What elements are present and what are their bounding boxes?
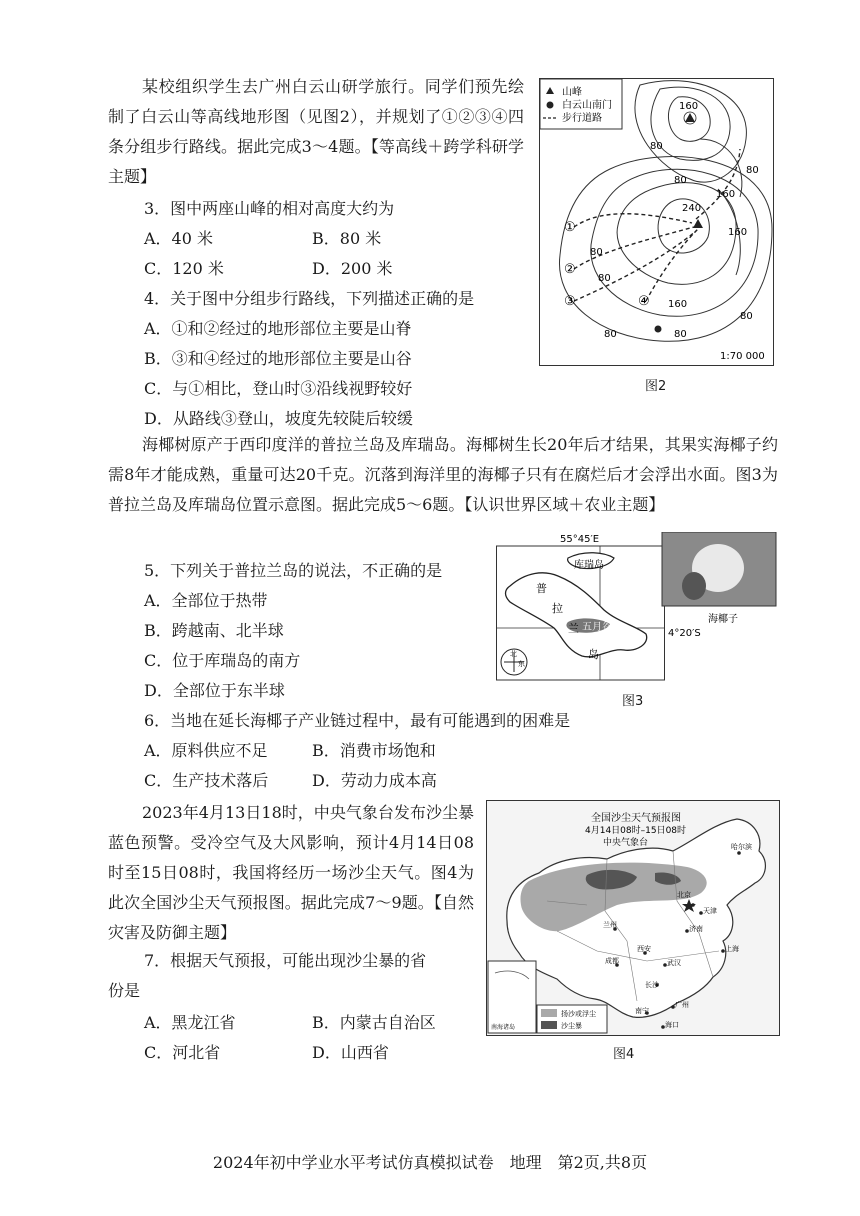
figure-4-caption: 图4 — [613, 1047, 635, 1062]
contour-label: 80 — [604, 329, 617, 340]
island-map-svg — [496, 532, 778, 682]
figure-3-caption: 图3 — [622, 694, 644, 709]
q6-option-a: A．原料供应不足 — [144, 741, 268, 760]
south-gate-icon — [655, 326, 662, 333]
curieuse-label: 库瑞岛 — [574, 560, 604, 571]
praslin-label-3: 兰 — [568, 622, 579, 635]
north-peak-icon — [685, 113, 695, 122]
contour-label: 240 — [682, 203, 702, 214]
route-4-marker: ④ — [638, 294, 650, 309]
q5-stem: 5．下列关于普拉兰岛的说法，不正确的是 — [144, 561, 443, 580]
contour-label: 160 — [679, 101, 699, 112]
q6-option-d: D．劳动力成本高 — [312, 771, 437, 790]
q4-stem: 4．关于图中分组步行路线，下列描述正确的是 — [144, 289, 475, 308]
contour-label: 80 — [746, 165, 759, 176]
q7-stem-line-2: 份是 — [108, 981, 141, 1000]
q3-option-a: A．40 米 — [144, 229, 214, 248]
q7-option-a: A．黑龙江省 — [144, 1013, 236, 1032]
contour-label: 160 — [728, 227, 748, 238]
route-4-trail — [646, 229, 698, 301]
city-label: 南宁 — [635, 1007, 649, 1015]
legend-trail: 步行道路 — [562, 113, 602, 124]
city-label: 海口 — [665, 1021, 679, 1029]
contour-label: 160 — [716, 189, 736, 200]
route-2-marker: ② — [564, 262, 576, 277]
q5-option-a: A．全部位于热带 — [144, 591, 268, 610]
q6-option-c: C．生产技术落后 — [144, 771, 269, 790]
q7-option-d: D．山西省 — [312, 1043, 389, 1062]
city-label: 广州 — [675, 1001, 689, 1009]
contour-label: 80 — [598, 273, 611, 284]
city-label: 长沙 — [645, 981, 659, 989]
q7-option-b: B．内蒙古自治区 — [312, 1013, 436, 1032]
intro-paragraph-3: 2023年4月13日18时，中央气象台发布沙尘暴蓝色预警。受冷空气及大风影响，预计4月14日08时至15日08时，我国将经历一场沙尘天气。图4为此次全国沙尘天气预报图。据此完成7～9题。【自然灾害及防御主题】 — [108, 803, 474, 942]
compass-east: 东 — [518, 660, 525, 668]
legend-swatch-sandstorm — [541, 1021, 557, 1029]
city-label: 北京 — [677, 891, 691, 899]
praslin-label-1: 普 — [536, 582, 547, 595]
q7-stem-line-1: 7．根据天气预报，可能出现沙尘暴的省 — [144, 951, 427, 970]
photo-label: 海椰子 — [708, 614, 738, 625]
figure-4-dust-map — [486, 800, 780, 1036]
dust-map-svg — [487, 801, 779, 1035]
city-label: 西安 — [637, 945, 651, 953]
q4-option-a: A．①和②经过的地形部位主要是山脊 — [144, 319, 412, 338]
praslin-label-4: 岛 — [588, 648, 599, 661]
legend-swatch-dust — [541, 1009, 557, 1017]
q5-option-d: D．全部位于东半球 — [144, 681, 285, 700]
q6-option-b: B．消费市场饱和 — [312, 741, 436, 760]
contour-label: 80 — [740, 311, 753, 322]
figure-2-caption: 图2 — [645, 379, 667, 394]
contour-label: 80 — [590, 247, 603, 258]
q3-stem: 3．图中两座山峰的相对高度大约为 — [144, 199, 395, 218]
inset-label: 南海诸岛 — [491, 1024, 516, 1031]
dust-map-issuer: 中央气象台 — [603, 838, 649, 848]
dust-map-title: 全国沙尘天气预报图 — [591, 813, 681, 824]
figure-3-island-map — [496, 532, 778, 682]
q7-option-c: C．河北省 — [144, 1043, 221, 1062]
city-label: 成都 — [605, 957, 619, 965]
legend-dust-label: 扬沙或浮尘 — [561, 1010, 596, 1018]
figure-2-contour-map — [539, 78, 774, 366]
contour-label: 160 — [668, 299, 688, 310]
city-label: 兰州 — [603, 921, 617, 929]
south-china-sea-inset — [488, 961, 536, 1033]
valley-label: 五月谷 — [582, 622, 612, 633]
q4-option-b: B．③和④经过的地形部位主要是山谷 — [144, 349, 412, 368]
q3-option-d: D．200 米 — [312, 259, 393, 278]
legend-peak: 山峰 — [562, 87, 582, 98]
praslin-label-2: 拉 — [552, 602, 563, 615]
city-label: 济南 — [689, 925, 703, 933]
gate-legend-icon — [547, 102, 554, 109]
latitude-label: 4°20′S — [668, 628, 701, 639]
legend-gate: 白云山南门 — [562, 100, 612, 111]
contour-label: 80 — [674, 175, 687, 186]
route-1-marker: ① — [564, 220, 576, 235]
q5-option-b: B．跨越南、北半球 — [144, 621, 284, 640]
dust-map-time: 4月14日08时–15日08时 — [585, 826, 687, 836]
map-scale: 1:70 000 — [720, 351, 765, 362]
city-label: 武汉 — [667, 959, 681, 967]
city-label: 哈尔滨 — [731, 843, 752, 851]
q3-option-c: C．120 米 — [144, 259, 224, 278]
compass-north: 北 — [510, 650, 517, 658]
contour-map-svg — [540, 79, 773, 365]
longitude-label: 55°45′E — [560, 534, 600, 545]
q5-option-c: C．位于库瑞岛的南方 — [144, 651, 301, 670]
city-label: 天津 — [703, 907, 717, 915]
intro-paragraph-1: 某校组织学生去广州白云山研学旅行。同学们预先绘制了白云山等高线地形图（见图2），并规划了①②③④四条分组步行路线。据此完成3～4题。【等高线＋跨学科研学主题】 — [108, 77, 524, 186]
q6-stem: 6．当地在延长海椰子产业链过程中，最有可能遇到的困难是 — [144, 711, 571, 730]
q4-option-c: C．与①相比，登山时③沿线视野较好 — [144, 379, 413, 398]
legend-sandstorm-label: 沙尘暴 — [561, 1022, 582, 1030]
south-peak-icon — [693, 219, 703, 228]
route-3-marker: ③ — [564, 294, 576, 309]
q3-option-b: B．80 米 — [312, 229, 382, 248]
page-footer: 2024年初中学业水平考试仿真模拟试卷 地理 第2页,共8页 — [212, 1153, 648, 1172]
city-label: 上海 — [725, 945, 739, 953]
q4-option-d: D．从路线③登山，坡度先较陡后较缓 — [144, 409, 413, 428]
contour-label: 80 — [650, 141, 663, 152]
intro-paragraph-2: 海椰树原产于西印度洋的普拉兰岛及库瑞岛。海椰树生长20年后才结果，其果实海椰子约需8年才能成熟，重量可达20千克。沉落到海洋里的海椰子只有在腐烂后才会浮出水面。图3为普拉兰岛及库瑞岛位置示意图。据此完成5～6题。【认识世界区域＋农业主题】 — [108, 435, 778, 514]
contour-label: 80 — [674, 329, 687, 340]
route-1-trail — [574, 214, 692, 227]
